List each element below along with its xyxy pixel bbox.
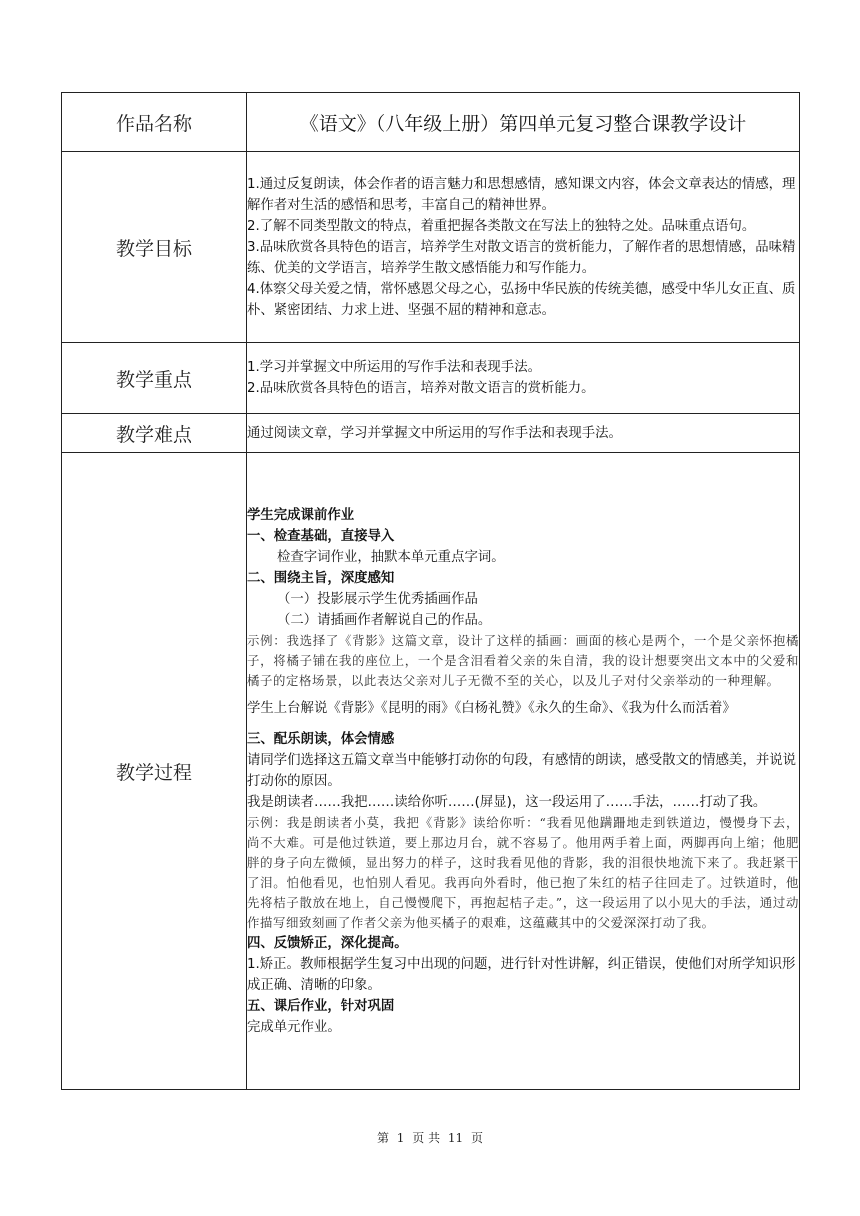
row-process	[62, 453, 800, 1090]
section-2-item-2: （二）请插画作者解说自己的作品。	[277, 612, 492, 628]
section-5-heading: 五、课后作业，针对巩固	[247, 998, 395, 1014]
title-label: 作品名称	[62, 93, 247, 152]
key-point-item-2: 2.品味欣赏各具特色的语言，培养对散文语言的赏析能力。	[247, 381, 595, 396]
objectives-label: 教学目标	[62, 152, 247, 343]
section-4-text: 1.矫正。教师根据学生复习中出现的问题，进行针对性讲解，纠正错误，使他们对所学知识形成正确、清晰的印象。	[247, 956, 796, 993]
key-point-item-1: 1.学习并掌握文中所运用的写作手法和表现手法。	[247, 360, 541, 375]
objective-item-2: 2.了解不同类型散文的特点，着重把握各类散文在写法上的独特之处。品味重点语句。	[247, 218, 756, 234]
objective-item-3: 3.品味欣赏各具特色的语言，培养学生对散文语言的赏析能力，了解作者的思想情感，品味精练、优美的文学语言，培养学生散文感悟能力和写作能力。	[247, 239, 796, 276]
objective-item-4: 4.体察父母关爱之情，常怀感恩父母之心，弘扬中华民族的传统美德，感受中华儿女正直、质朴、紧密团结、力求上进、坚强不屈的精神和意志。	[247, 281, 796, 318]
section-3-heading: 三、配乐朗读，体会情感	[247, 731, 395, 747]
section-2-item-1: （一）投影展示学生优秀插画作品	[277, 591, 478, 607]
process-label: 教学过程	[62, 453, 247, 1090]
footer-suffix: 页	[471, 1131, 484, 1145]
footer-page-number: 1	[396, 1131, 405, 1145]
footer-total-pages: 11	[447, 1131, 464, 1145]
section-2-after: 学生上台解说《背影》《昆明的雨》《白杨礼赞》《永久的生命》、《我为什么而活着》	[247, 700, 736, 716]
section-1-text: 检查字词作业，抽默本单元重点字词。	[277, 549, 505, 565]
row-title	[62, 93, 800, 152]
footer-prefix: 第	[376, 1131, 389, 1145]
row-difficulty	[62, 414, 800, 453]
section-3-example: 示例：我是朗读者小莫，我把《背影》读给你听：“我看见他蹒跚地走到铁道边，慢慢身下去，尚不大难。可是他过铁道，要上那边月台，就不容易了。他用两手着上面，两脚再向上缩；他肥胖的身子向左微倾，显出努力的样子，这时我看见他的背影，我的泪很快地流下来了。我赶紧干了泪。怕他看见，也怕别人看见。我再向外看时，他已抱了朱红的桔子往回走了。过铁道时，他先将桔子散放在地上，自己慢慢爬下，再抱起桔子走。”，这一段运用了以小见大的手法，通过动作描写细致刻画了作者父亲为他买橘子的艰难，这蕴藏其中的父爱深深打动了我。	[247, 814, 799, 930]
difficulty-label: 教学难点	[62, 414, 247, 453]
pre-homework-heading: 学生完成课前作业	[247, 507, 355, 523]
lesson-plan-table	[61, 92, 800, 1090]
key-points-content	[247, 343, 800, 414]
process-content	[247, 453, 800, 1090]
section-3-text-2: 我是朗读者……我把……读给你听……(屏显)，这一段运用了……手法，……打动了我。	[247, 794, 767, 810]
section-1-heading: 一、检查基础，直接导入	[247, 528, 395, 544]
objective-item-1: 1.通过反复朗读，体会作者的语言魅力和思想感情，感知课文内容，体会文章表达的情感，理解作者对生活的感悟和思考，丰富自己的精神世界。	[247, 176, 796, 213]
section-2-example: 示例：我选择了《背影》这篇文章，设计了这样的插画：画面的核心是两个，一个是父亲怀抱橘子，将橘子铺在我的座位上，一个是含泪看着父亲的朱自清，我的设计想要突出文本中的父爱和橘子的定格场景，以此表达父亲对儿子无微不至的关心，以及儿子对付父亲举动的一种理解。	[247, 632, 799, 688]
section-4-heading: 四、反馈矫正，深化提高。	[247, 935, 408, 951]
row-objectives	[62, 152, 800, 343]
row-key-points	[62, 343, 800, 414]
footer-mid: 页 共	[412, 1131, 441, 1145]
title-value: 《语文》（八年级上册）第四单元复习整合课教学设计	[247, 93, 800, 152]
section-2-heading: 二、围绕主旨，深度感知	[247, 570, 395, 586]
section-3-text-1: 请同学们选择这五篇文章当中能够打动你的句段，有感情的朗读，感受散文的情感美，并说说打动你的原因。	[247, 752, 797, 789]
objectives-content	[247, 152, 800, 343]
key-points-label: 教学重点	[62, 343, 247, 414]
difficulty-content	[247, 414, 800, 453]
difficulty-text: 通过阅读文章，学习并掌握文中所运用的写作手法和表现手法。	[247, 425, 622, 441]
page-footer	[0, 1129, 860, 1146]
section-5-text: 完成单元作业。	[247, 1019, 341, 1035]
